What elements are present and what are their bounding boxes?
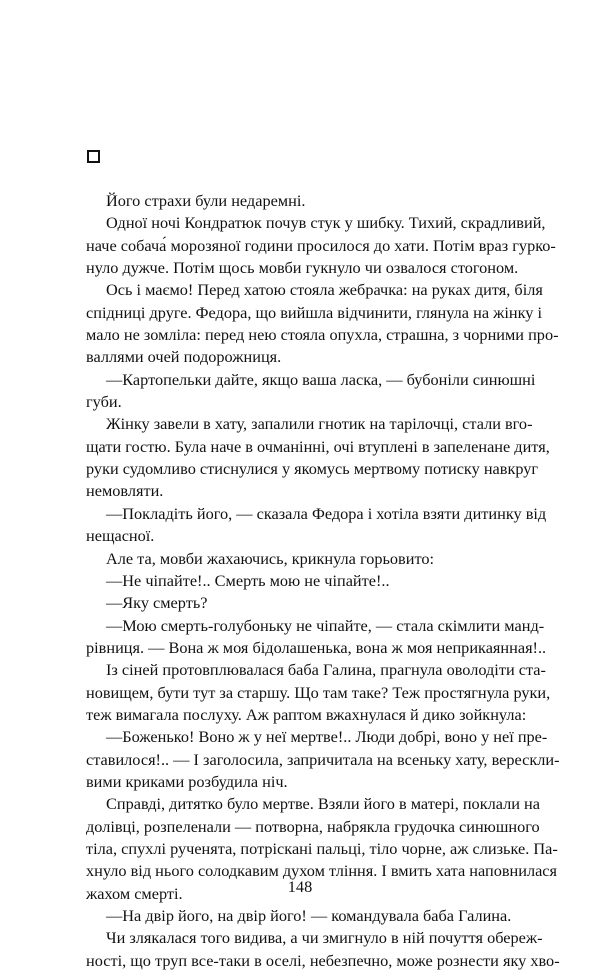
text-line: щати гостю. Була наче в очманінні, очі втуплені в запеленане дитя,	[86, 436, 550, 456]
text-line: —Яку смерть?	[106, 593, 208, 613]
text-line: —Покладіть його, — сказала Федора і хотіла взяти дитинку від	[106, 503, 547, 523]
text-line: —Мою смерть-голубоньку не чіпайте, — стала скімлити манд-	[106, 615, 545, 635]
text-line: тіла, спухлі рученята, потріскані пальці, тіло чорне, аж слизьке. Па-	[86, 838, 558, 858]
text-line: ставилося!.. — І заголосила, запричитала на всеньку хату, верескли-	[86, 749, 560, 769]
text-line: нещасної.	[86, 526, 155, 546]
text-line: валлями очей подорожниця.	[86, 347, 282, 367]
text-line: нуло дужче. Потім щось мовби гукнуло чи озвалося стогоном.	[86, 258, 519, 278]
text-line: губи.	[86, 392, 122, 412]
text-line: Жінку завели в хату, запалили гнотик на тарілочці, стали вго-	[106, 414, 533, 434]
text-line: —На двір його, на двір його! — командувала баба Галина.	[106, 906, 512, 925]
text-line: Але та, мовби жахаючись, крикнула горьовито:	[106, 548, 435, 568]
text-line: Справді, дитятко було мертве. Взяли його в матері, поклали на	[106, 794, 540, 814]
page-number: 148	[287, 877, 313, 896]
text-line: Із сіней протовплювалася баба Галина, прагнула оволодіти ста-	[106, 660, 546, 680]
text-line: долівці, розпеленали — потворна, набрякла грудочка синюшного	[86, 816, 540, 836]
text-line: Одної ночі Кондратюк почув стук у шибку. Тихий, скрадливий,	[106, 213, 546, 233]
text-line: мало не зомліла: перед нею стояла опухла, страшна, з чорними про-	[86, 325, 559, 345]
text-line: хнуло від нього солодкавим духом тління. І вмить хата наповнилася	[86, 861, 558, 881]
text-line: Його страхи були недаремні.	[106, 191, 306, 210]
text-line: рівниця. — Вона ж моя бідолашенька, вона ж моя неприкаянная!..	[86, 637, 547, 657]
text-line: —Боженько! Воно ж у неї мертве!.. Люди добрі, воно у неї пре-	[106, 727, 548, 747]
text-line: ності, що труп все-таки в оселі, небезпечно, може рознести яку хво-	[86, 950, 560, 970]
text-line: —Не чіпайте!.. Смерть мою не чіпайте!..	[106, 570, 390, 590]
text-line: теж вимагала послуху. Аж раптом вжахнулася й дико зойкнула:	[86, 704, 527, 724]
text-line: руки судомливо стиснулися у якомусь мертвому потиску навкруг	[86, 459, 539, 479]
text-line: Ось і маємо! Перед хатою стояла жебрачка: на руках дитя, біля	[106, 280, 543, 300]
text-line: —Картопельки дайте, якщо ваша ласка, — бубоніли синюшні	[106, 369, 536, 389]
text-line: Чи злякалася того видива, а чи змигнуло в ній почуття обереж-	[106, 928, 543, 948]
text-line: спідниці друге. Федора, що вийшла відчинити, глянула на жінку і	[86, 302, 543, 322]
body-text	[86, 190, 560, 972]
text-line: вими криками розбудила ніч.	[86, 771, 288, 791]
text-line: немовляти.	[86, 481, 164, 501]
text-line: жахом смерті.	[86, 883, 183, 903]
square-outline-icon	[87, 150, 100, 163]
text-line: наче собача́ морозяної години просилося до хати. Потім враз гурко-	[86, 235, 556, 255]
text-line: новищем, бути тут за старшу. Що там таке? Теж простягнула руки,	[86, 682, 551, 702]
